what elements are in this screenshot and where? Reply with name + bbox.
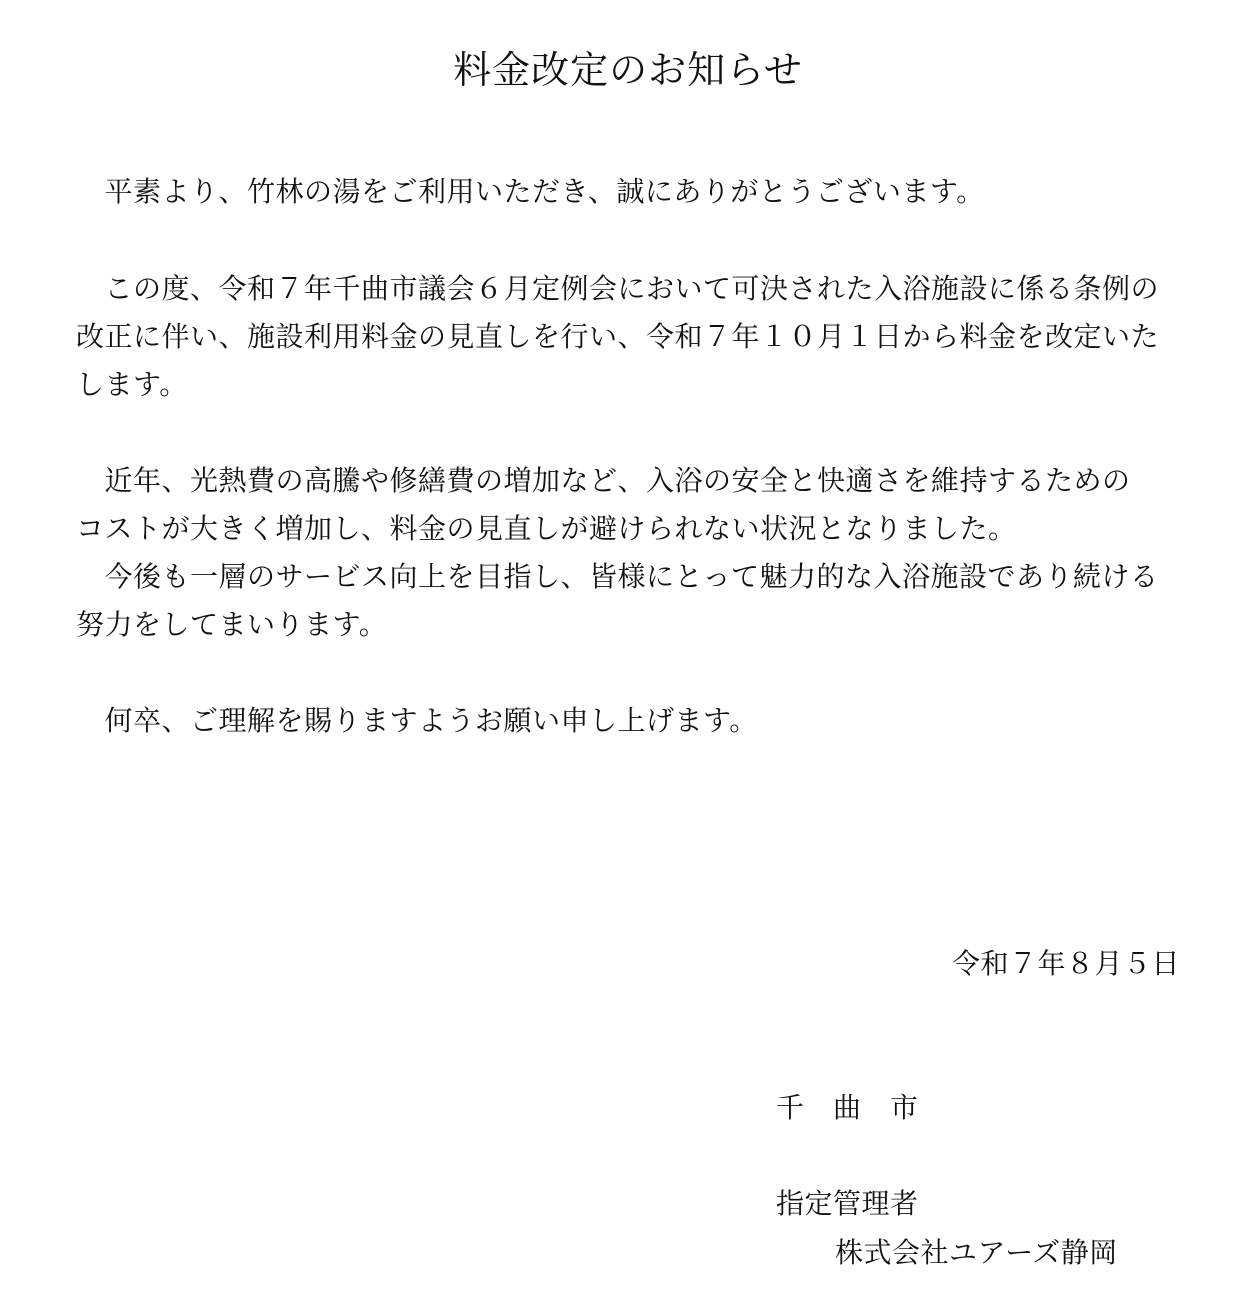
paragraph-line: 努力をしてまいります。 [76,608,388,641]
paragraph-revision-reason [76,265,1186,409]
manager-company-name: 株式会社ユアーズ静岡 [835,1236,1118,1269]
issuer-name: 千 曲 市 [776,1091,919,1124]
notice-date: 令和７年８月５日 [951,947,1180,980]
paragraph-line: 何卒、ご理解を賜りますようお願い申し上げます。 [76,704,758,737]
paragraph-line: この度、令和７年千曲市議会６月定例会において可決された入浴施設に係る条例の [76,272,1160,305]
paragraph-line: コストが大きく増加し、料金の見直しが避けられない状況となりました。 [76,512,1017,545]
paragraph-line: 今後も一層のサービス向上を目指し、皆様にとって魅力的な入浴施設であり続ける [76,560,1159,593]
manager-label: 指定管理者 [776,1187,919,1220]
paragraph-line: 近年、光熱費の高騰や修繕費の増加など、入浴の安全と快適さを維持するための [76,464,1131,497]
paragraph-line: 改正に伴い、施設利用料金の見直しを行い、令和７年１０月１日から料金を改定いた [76,320,1160,353]
notice-title: 料金改定のお知らせ [453,48,803,92]
paragraph-closing [76,697,1186,745]
paragraph-background [76,457,1186,649]
paragraph-line: します。 [76,368,188,401]
paragraph-line: 平素より、竹林の湯をご利用いただき、誠にありがとうございます。 [76,175,985,208]
paragraph-greeting [76,168,1186,216]
